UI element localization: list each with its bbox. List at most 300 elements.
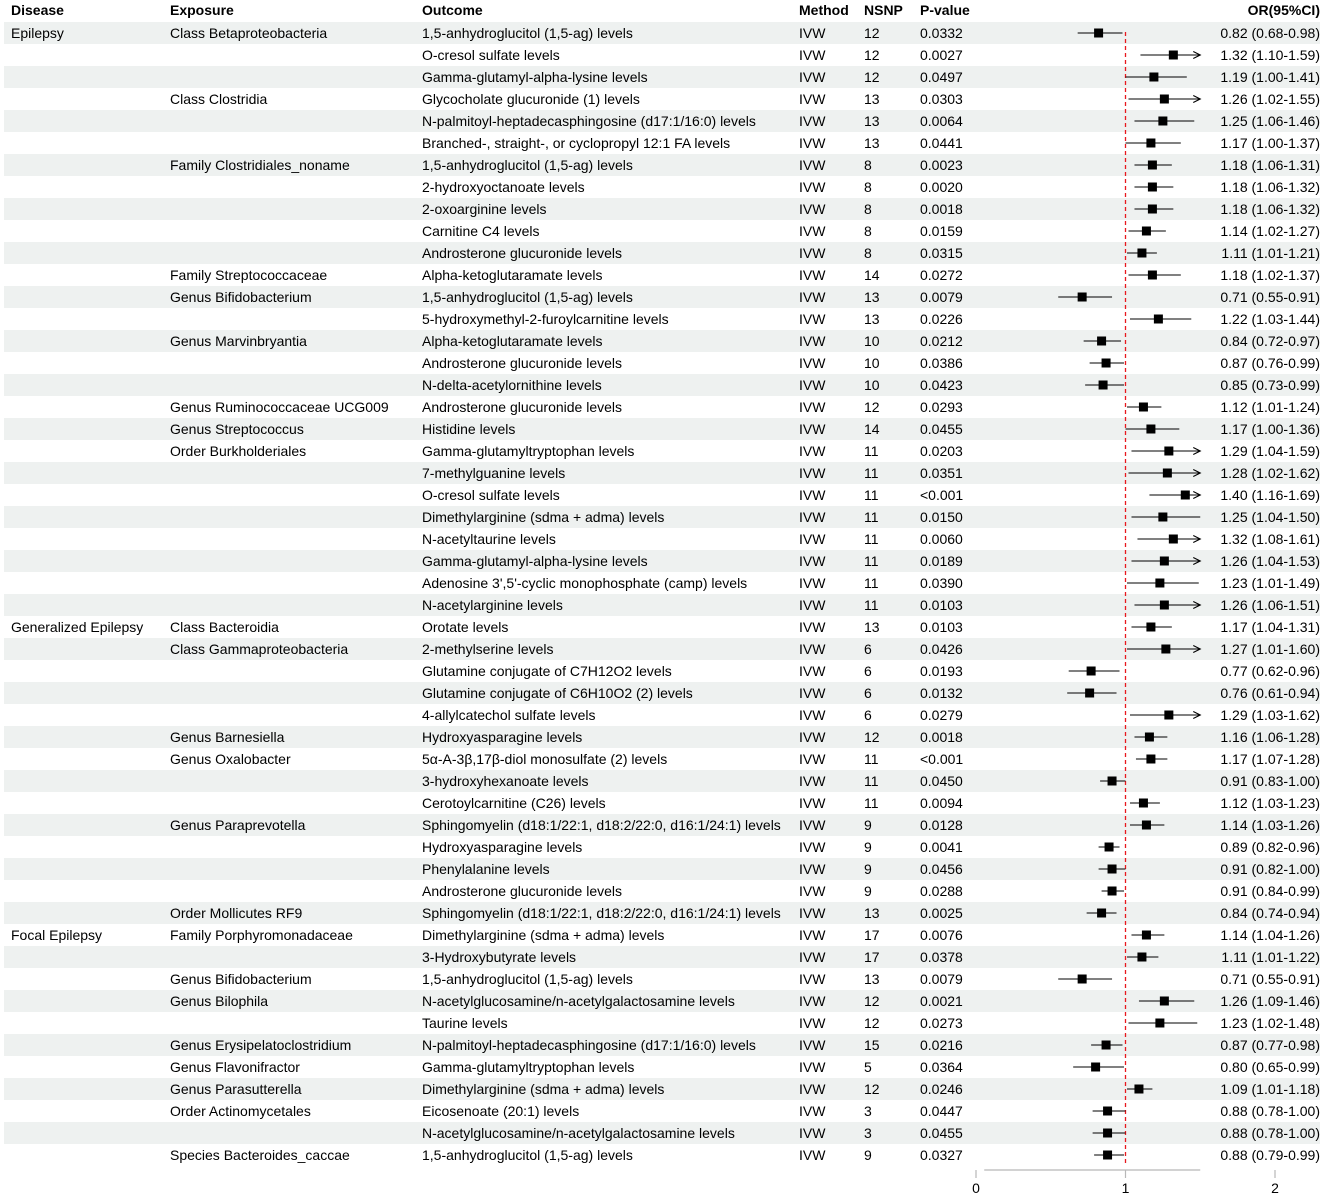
nsnp-cell: 12 <box>864 399 880 415</box>
p-value-cell: 0.0327 <box>920 1147 963 1163</box>
nsnp-cell: 5 <box>864 1059 872 1075</box>
table-row <box>4 858 1320 880</box>
or-ci-cell: 1.11 (1.01-1.21) <box>1221 245 1320 261</box>
outcome-cell: 5-hydroxymethyl-2-furoylcarnitine levels <box>422 311 669 327</box>
table-row <box>4 198 1320 220</box>
exposure-cell: Genus Erysipelatoclostridium <box>170 1037 352 1053</box>
or-ci-cell: 0.87 (0.77-0.98) <box>1220 1037 1320 1053</box>
outcome-cell: Hydroxyasparagine levels <box>422 729 583 745</box>
or-ci-cell: 1.16 (1.06-1.28) <box>1220 729 1320 745</box>
or-ci-cell: 1.26 (1.06-1.51) <box>1220 597 1320 613</box>
outcome-cell: N-palmitoyl-heptadecasphingosine (d17:1/16:0) levels <box>422 1037 756 1053</box>
outcome-cell: 1,5-anhydroglucitol (1,5-ag) levels <box>422 157 633 173</box>
outcome-cell: Androsterone glucuronide levels <box>422 245 623 261</box>
or-ci-cell: 1.17 (1.04-1.31) <box>1220 619 1320 635</box>
p-value-cell: 0.0023 <box>920 157 963 173</box>
outcome-cell: Alpha-ketoglutaramate levels <box>422 267 603 283</box>
nsnp-cell: 14 <box>864 421 880 437</box>
table-row <box>4 594 1320 616</box>
nsnp-cell: 13 <box>864 619 880 635</box>
exposure-cell: Genus Parasutterella <box>170 1081 302 1097</box>
p-value-cell: 0.0103 <box>920 619 963 635</box>
nsnp-cell: 11 <box>864 443 879 459</box>
outcome-cell: 1,5-anhydroglucitol (1,5-ag) levels <box>422 1147 633 1163</box>
method-cell: IVW <box>799 69 826 85</box>
outcome-cell: Carnitine C4 levels <box>422 223 540 239</box>
exposure-cell: Genus Paraprevotella <box>170 817 306 833</box>
p-value-cell: 0.0025 <box>920 905 963 921</box>
method-cell: IVW <box>799 1015 826 1031</box>
exposure-cell: Genus Streptococcus <box>170 421 304 437</box>
method-cell: IVW <box>799 971 826 987</box>
nsnp-cell: 8 <box>864 179 872 195</box>
nsnp-cell: 9 <box>864 883 872 899</box>
outcome-cell: 3-hydroxyhexanoate levels <box>422 773 589 789</box>
p-value-cell: 0.0332 <box>920 25 963 41</box>
x-tick-label: 0 <box>972 1180 980 1196</box>
nsnp-cell: 12 <box>864 47 880 63</box>
exposure-cell: Genus Bifidobacterium <box>170 971 312 987</box>
x-tick-label: 1 <box>1121 1180 1130 1196</box>
exposure-cell: Family Clostridiales_noname <box>170 157 350 173</box>
table-row <box>4 726 1320 748</box>
p-value-cell: 0.0079 <box>920 971 963 987</box>
p-value-cell: 0.0450 <box>920 773 963 789</box>
table-row <box>4 990 1320 1012</box>
nsnp-cell: 9 <box>864 839 872 855</box>
outcome-cell: N-acetylglucosamine/n-acetylgalactosamine levels <box>422 993 735 1009</box>
outcome-cell: Androsterone glucuronide levels <box>422 883 623 899</box>
or-ci-cell: 1.32 (1.08-1.61) <box>1220 531 1320 547</box>
method-cell: IVW <box>799 949 826 965</box>
outcome-cell: 7-methylguanine levels <box>422 465 566 481</box>
method-cell: IVW <box>799 883 826 899</box>
method-cell: IVW <box>799 201 826 217</box>
outcome-cell: Gamma-glutamyltryptophan levels <box>422 1059 635 1075</box>
exposure-cell: Genus Oxalobacter <box>170 751 291 767</box>
or-ci-cell: 0.91 (0.83-1.00) <box>1220 773 1320 789</box>
nsnp-cell: 11 <box>864 465 879 481</box>
table-row <box>4 242 1320 264</box>
method-cell: IVW <box>799 927 826 943</box>
nsnp-cell: 11 <box>864 773 879 789</box>
or-ci-cell: 0.89 (0.82-0.96) <box>1220 839 1320 855</box>
nsnp-cell: 13 <box>864 311 880 327</box>
method-cell: IVW <box>799 817 826 833</box>
p-value-cell: 0.0455 <box>920 421 963 437</box>
nsnp-cell: 17 <box>864 949 880 965</box>
method-cell: IVW <box>799 509 826 525</box>
p-value-cell: 0.0041 <box>920 839 963 855</box>
outcome-cell: 2-methylserine levels <box>422 641 554 657</box>
or-ci-cell: 0.85 (0.73-0.99) <box>1220 377 1320 393</box>
exposure-cell: Genus Barnesiella <box>170 729 285 745</box>
exposure-cell: Class Bacteroidia <box>170 619 279 635</box>
method-cell: IVW <box>799 135 826 151</box>
p-value-cell: 0.0364 <box>920 1059 963 1075</box>
nsnp-cell: 8 <box>864 201 872 217</box>
method-cell: IVW <box>799 245 826 261</box>
table-row <box>4 902 1320 924</box>
p-value-cell: 0.0279 <box>920 707 963 723</box>
table-row <box>4 770 1320 792</box>
outcome-cell: 1,5-anhydroglucitol (1,5-ag) levels <box>422 289 633 305</box>
nsnp-cell: 11 <box>864 553 879 569</box>
or-ci-cell: 1.23 (1.02-1.48) <box>1220 1015 1320 1031</box>
or-ci-cell: 1.14 (1.02-1.27) <box>1220 223 1320 239</box>
table-row <box>4 440 1320 462</box>
nsnp-cell: 12 <box>864 729 880 745</box>
outcome-cell: Phenylalanine levels <box>422 861 550 877</box>
table-row <box>4 528 1320 550</box>
or-ci-cell: 0.88 (0.78-1.00) <box>1220 1125 1320 1141</box>
p-value-cell: 0.0076 <box>920 927 963 943</box>
p-value-cell: 0.0303 <box>920 91 963 107</box>
exposure-cell: Genus Bilophila <box>170 993 269 1009</box>
outcome-cell: Androsterone glucuronide levels <box>422 399 623 415</box>
p-value-cell: 0.0021 <box>920 993 963 1009</box>
p-value-cell: 0.0103 <box>920 597 963 613</box>
method-cell: IVW <box>799 311 826 327</box>
or-ci-cell: 1.17 (1.00-1.36) <box>1220 421 1320 437</box>
nsnp-cell: 10 <box>864 355 880 371</box>
header-outcome: Outcome <box>422 2 483 18</box>
p-value-cell: 0.0064 <box>920 113 963 129</box>
nsnp-cell: 6 <box>864 663 872 679</box>
nsnp-cell: 12 <box>864 69 880 85</box>
outcome-cell: Dimethylarginine (sdma + adma) levels <box>422 1081 665 1097</box>
outcome-cell: Gamma-glutamyl-alpha-lysine levels <box>422 553 648 569</box>
disease-cell: Epilepsy <box>11 25 64 41</box>
table-row <box>4 572 1320 594</box>
nsnp-cell: 11 <box>864 795 879 811</box>
outcome-cell: Hydroxyasparagine levels <box>422 839 583 855</box>
nsnp-cell: 6 <box>864 685 872 701</box>
nsnp-cell: 12 <box>864 993 880 1009</box>
outcome-cell: N-palmitoyl-heptadecasphingosine (d17:1/16:0) levels <box>422 113 756 129</box>
or-ci-cell: 1.29 (1.03-1.62) <box>1220 707 1320 723</box>
nsnp-cell: 8 <box>864 157 872 173</box>
table-row <box>4 924 1320 946</box>
method-cell: IVW <box>799 267 826 283</box>
method-cell: IVW <box>799 465 826 481</box>
outcome-cell: 4-allylcatechol sulfate levels <box>422 707 596 723</box>
p-value-cell: 0.0193 <box>920 663 963 679</box>
p-value-cell: 0.0273 <box>920 1015 963 1031</box>
method-cell: IVW <box>799 641 826 657</box>
outcome-cell: 5α-A-3β,17β-diol monosulfate (2) levels <box>422 751 668 767</box>
method-cell: IVW <box>799 333 826 349</box>
exposure-cell: Species Bacteroides_caccae <box>170 1147 350 1163</box>
or-ci-cell: 1.25 (1.06-1.46) <box>1220 113 1320 129</box>
nsnp-cell: 9 <box>864 861 872 877</box>
method-cell: IVW <box>799 1147 826 1163</box>
nsnp-cell: 11 <box>864 531 879 547</box>
p-value-cell: 0.0189 <box>920 553 963 569</box>
table-row <box>4 946 1320 968</box>
method-cell: IVW <box>799 91 826 107</box>
outcome-cell: 1,5-anhydroglucitol (1,5-ag) levels <box>422 971 633 987</box>
method-cell: IVW <box>799 663 826 679</box>
or-ci-cell: 1.22 (1.03-1.44) <box>1220 311 1320 327</box>
table-row <box>4 506 1320 528</box>
outcome-cell: Branched-, straight-, or cyclopropyl 12:1 FA levels <box>422 135 731 151</box>
exposure-cell: Family Streptococcaceae <box>170 267 328 283</box>
method-cell: IVW <box>799 1037 826 1053</box>
p-value-cell: 0.0456 <box>920 861 963 877</box>
table-row <box>4 1078 1320 1100</box>
method-cell: IVW <box>799 729 826 745</box>
table-row <box>4 814 1320 836</box>
or-ci-cell: 0.82 (0.68-0.98) <box>1220 25 1320 41</box>
or-ci-cell: 0.91 (0.84-0.99) <box>1220 883 1320 899</box>
or-ci-cell: 1.17 (1.07-1.28) <box>1220 751 1320 767</box>
method-cell: IVW <box>799 575 826 591</box>
or-ci-cell: 0.76 (0.61-0.94) <box>1220 685 1320 701</box>
method-cell: IVW <box>799 531 826 547</box>
table-row <box>4 352 1320 374</box>
exposure-cell: Class Clostridia <box>170 91 268 107</box>
table-row <box>4 836 1320 858</box>
method-cell: IVW <box>799 861 826 877</box>
or-ci-cell: 1.27 (1.01-1.60) <box>1220 641 1320 657</box>
table-row <box>4 66 1320 88</box>
outcome-cell: Gamma-glutamyl-alpha-lysine levels <box>422 69 648 85</box>
outcome-cell: Androsterone glucuronide levels <box>422 355 623 371</box>
method-cell: IVW <box>799 685 826 701</box>
nsnp-cell: 6 <box>864 707 872 723</box>
nsnp-cell: 12 <box>864 25 880 41</box>
outcome-cell: 3-Hydroxybutyrate levels <box>422 949 577 965</box>
or-ci-cell: 1.18 (1.06-1.32) <box>1220 179 1320 195</box>
table-row <box>4 748 1320 770</box>
disease-cell: Generalized Epilepsy <box>11 619 144 635</box>
table-row <box>4 1100 1320 1122</box>
table-row <box>4 396 1320 418</box>
or-ci-cell: 1.25 (1.04-1.50) <box>1220 509 1320 525</box>
or-ci-cell: 0.77 (0.62-0.96) <box>1220 663 1320 679</box>
nsnp-cell: 11 <box>864 597 879 613</box>
or-ci-cell: 1.29 (1.04-1.59) <box>1220 443 1320 459</box>
or-ci-cell: 0.84 (0.72-0.97) <box>1220 333 1320 349</box>
nsnp-cell: 3 <box>864 1103 872 1119</box>
method-cell: IVW <box>799 421 826 437</box>
method-cell: IVW <box>799 223 826 239</box>
p-value-cell: 0.0150 <box>920 509 963 525</box>
table-row <box>4 132 1320 154</box>
or-ci-cell: 1.32 (1.10-1.59) <box>1220 47 1320 63</box>
or-ci-cell: 1.12 (1.01-1.24) <box>1220 399 1320 415</box>
p-value-cell: 0.0351 <box>920 465 963 481</box>
table-row <box>4 22 1320 44</box>
outcome-cell: Sphingomyelin (d18:1/22:1, d18:2/22:0, d16:1/24:1) levels <box>422 817 781 833</box>
nsnp-cell: 11 <box>864 751 879 767</box>
nsnp-cell: 8 <box>864 245 872 261</box>
method-cell: IVW <box>799 751 826 767</box>
table-row <box>4 286 1320 308</box>
nsnp-cell: 6 <box>864 641 872 657</box>
table-row <box>4 638 1320 660</box>
p-value-cell: 0.0455 <box>920 1125 963 1141</box>
p-value-cell: 0.0128 <box>920 817 963 833</box>
table-row <box>4 968 1320 990</box>
table-row <box>4 264 1320 286</box>
outcome-cell: Histidine levels <box>422 421 516 437</box>
outcome-cell: Glycocholate glucuronide (1) levels <box>422 91 640 107</box>
or-ci-cell: 1.09 (1.01-1.18) <box>1220 1081 1320 1097</box>
p-value-cell: 0.0246 <box>920 1081 963 1097</box>
or-ci-cell: 1.19 (1.00-1.41) <box>1220 69 1320 85</box>
nsnp-cell: 10 <box>864 333 880 349</box>
p-value-cell: 0.0390 <box>920 575 963 591</box>
or-ci-cell: 0.71 (0.55-0.91) <box>1220 971 1320 987</box>
exposure-cell: Order Burkholderiales <box>170 443 307 459</box>
or-ci-cell: 1.18 (1.02-1.37) <box>1220 267 1320 283</box>
method-cell: IVW <box>799 993 826 1009</box>
header-p-value: P-value <box>920 2 970 18</box>
exposure-cell: Order Mollicutes RF9 <box>170 905 303 921</box>
nsnp-cell: 11 <box>864 487 879 503</box>
or-ci-cell: 1.11 (1.01-1.22) <box>1221 949 1320 965</box>
table-row <box>4 1144 1320 1166</box>
p-value-cell: 0.0497 <box>920 69 963 85</box>
table-row <box>4 154 1320 176</box>
outcome-cell: 2-oxoarginine levels <box>422 201 547 217</box>
or-ci-cell: 1.23 (1.01-1.49) <box>1220 575 1320 591</box>
nsnp-cell: 13 <box>864 905 880 921</box>
table-row <box>4 44 1320 66</box>
outcome-cell: Dimethylarginine (sdma + adma) levels <box>422 927 665 943</box>
p-value-cell: 0.0315 <box>920 245 963 261</box>
or-ci-cell: 0.88 (0.79-0.99) <box>1220 1147 1320 1163</box>
table-row <box>4 1056 1320 1078</box>
p-value-cell: 0.0203 <box>920 443 963 459</box>
outcome-cell: O-cresol sulfate levels <box>422 487 560 503</box>
exposure-cell: Genus Marvinbryantia <box>170 333 307 349</box>
table-row <box>4 110 1320 132</box>
method-cell: IVW <box>799 619 826 635</box>
outcome-cell: O-cresol sulfate levels <box>422 47 560 63</box>
nsnp-cell: 13 <box>864 135 880 151</box>
nsnp-cell: 17 <box>864 927 880 943</box>
method-cell: IVW <box>799 707 826 723</box>
or-ci-cell: 0.87 (0.76-0.99) <box>1220 355 1320 371</box>
method-cell: IVW <box>799 47 826 63</box>
table-row <box>4 616 1320 638</box>
table-row <box>4 660 1320 682</box>
header-or-ci: OR(95%CI) <box>1247 2 1320 18</box>
p-value-cell: 0.0079 <box>920 289 963 305</box>
method-cell: IVW <box>799 1081 826 1097</box>
exposure-cell: Class Betaproteobacteria <box>170 25 328 41</box>
p-value-cell: 0.0441 <box>920 135 963 151</box>
or-ci-cell: 1.17 (1.00-1.37) <box>1220 135 1320 151</box>
table-row <box>4 418 1320 440</box>
method-cell: IVW <box>799 553 826 569</box>
outcome-cell: Sphingomyelin (d18:1/22:1, d18:2/22:0, d16:1/24:1) levels <box>422 905 781 921</box>
p-value-cell: 0.0378 <box>920 949 963 965</box>
nsnp-cell: 12 <box>864 1081 880 1097</box>
nsnp-cell: 10 <box>864 377 880 393</box>
or-ci-cell: 1.40 (1.16-1.69) <box>1220 487 1320 503</box>
p-value-cell: 0.0272 <box>920 267 963 283</box>
method-cell: IVW <box>799 113 826 129</box>
method-cell: IVW <box>799 443 826 459</box>
outcome-cell: Gamma-glutamyltryptophan levels <box>422 443 635 459</box>
or-ci-cell: 1.14 (1.04-1.26) <box>1220 927 1320 943</box>
nsnp-cell: 15 <box>864 1037 880 1053</box>
p-value-cell: 0.0226 <box>920 311 963 327</box>
method-cell: IVW <box>799 1125 826 1141</box>
outcome-cell: Alpha-ketoglutaramate levels <box>422 333 603 349</box>
method-cell: IVW <box>799 179 826 195</box>
nsnp-cell: 8 <box>864 223 872 239</box>
method-cell: IVW <box>799 597 826 613</box>
or-ci-cell: 1.26 (1.04-1.53) <box>1220 553 1320 569</box>
nsnp-cell: 13 <box>864 91 880 107</box>
p-value-cell: <0.001 <box>920 487 964 503</box>
table-row <box>4 1034 1320 1056</box>
or-ci-cell: 1.26 (1.09-1.46) <box>1220 993 1320 1009</box>
nsnp-cell: 3 <box>864 1125 872 1141</box>
header-disease: Disease <box>11 2 64 18</box>
outcome-cell: 2-hydroxyoctanoate levels <box>422 179 585 195</box>
method-cell: IVW <box>799 157 826 173</box>
disease-cell: Focal Epilepsy <box>11 927 103 943</box>
outcome-cell: N-delta-acetylornithine levels <box>422 377 602 393</box>
nsnp-cell: 13 <box>864 971 880 987</box>
p-value-cell: 0.0293 <box>920 399 963 415</box>
p-value-cell: 0.0159 <box>920 223 963 239</box>
nsnp-cell: 9 <box>864 1147 872 1163</box>
exposure-cell: Genus Ruminococcaceae UCG009 <box>170 399 389 415</box>
table-row <box>4 682 1320 704</box>
table-row <box>4 1122 1320 1144</box>
outcome-cell: Taurine levels <box>422 1015 508 1031</box>
p-value-cell: 0.0288 <box>920 883 963 899</box>
exposure-cell: Genus Flavonifractor <box>170 1059 300 1075</box>
table-row <box>4 704 1320 726</box>
or-ci-cell: 1.26 (1.02-1.55) <box>1220 91 1320 107</box>
method-cell: IVW <box>799 905 826 921</box>
table-row <box>4 176 1320 198</box>
table-row <box>4 484 1320 506</box>
or-ci-cell: 0.80 (0.65-0.99) <box>1220 1059 1320 1075</box>
p-value-cell: 0.0212 <box>920 333 963 349</box>
nsnp-cell: 11 <box>864 509 879 525</box>
or-ci-cell: 0.71 (0.55-0.91) <box>1220 289 1320 305</box>
method-cell: IVW <box>799 773 826 789</box>
header-nsnp: NSNP <box>864 2 903 18</box>
or-ci-cell: 0.91 (0.82-1.00) <box>1220 861 1320 877</box>
nsnp-cell: 13 <box>864 113 880 129</box>
p-value-cell: 0.0423 <box>920 377 963 393</box>
method-cell: IVW <box>799 355 826 371</box>
or-ci-cell: 1.14 (1.03-1.26) <box>1220 817 1320 833</box>
exposure-cell: Family Porphyromonadaceae <box>170 927 353 943</box>
or-ci-cell: 0.84 (0.74-0.94) <box>1220 905 1320 921</box>
table-row <box>4 462 1320 484</box>
p-value-cell: 0.0020 <box>920 179 963 195</box>
p-value-cell: 0.0216 <box>920 1037 963 1053</box>
or-ci-cell: 1.12 (1.03-1.23) <box>1220 795 1320 811</box>
x-tick-label: 2 <box>1271 1180 1279 1196</box>
table-row <box>4 792 1320 814</box>
p-value-cell: <0.001 <box>920 751 964 767</box>
table-row <box>4 374 1320 396</box>
p-value-cell: 0.0018 <box>920 201 963 217</box>
or-ci-cell: 0.88 (0.78-1.00) <box>1220 1103 1320 1119</box>
